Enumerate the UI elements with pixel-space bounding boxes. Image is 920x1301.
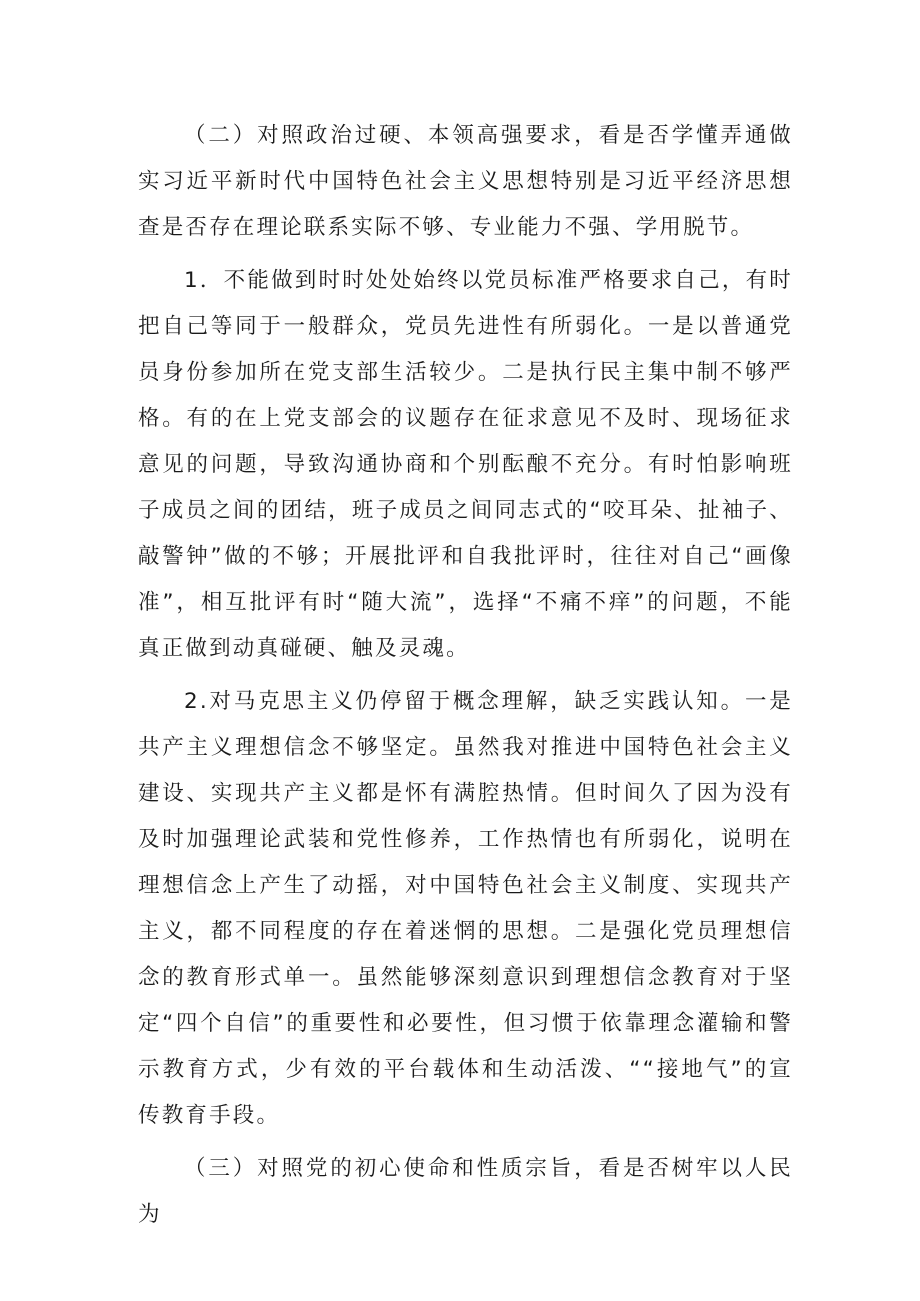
document-body bbox=[138, 113, 793, 1238]
section-heading-two: （二）对照政治过硬、本领高强要求，看是否学懂弄通做实习近平新时代中国特色社会主义思想特别是习近平经济思想查是否存在理论联系实际不够、专业能力不强、学用脱节。 bbox=[138, 123, 793, 240]
item-one-paragraph: 1．不能做到时时处处始终以党员标准严格要求自己，有时把自己等同于一般群众，党员先进性有所弱化。一是以普通党员身份参加所在党支部生活较少。二是执行民主集中制不够严格。有的在上党支部会的议题存在征求意见不及时、现场征求意见的问题，导致沟通协商和个别酝酿不充分。有时怕影响班子成员之间的团结，班子成员之间同志式的“咬耳朵、扯袖子、敲警钟”做的不够；开展批评和自我批评时，往往对自己“画像准”，相互批评有时“随大流”，选择“不痛不痒”的问题，不能真正做到动真碰硬、触及灵魂。 bbox=[138, 268, 793, 661]
item-two-paragraph: 2.对马克思主义仍停留于概念理解，缺乏实践认知。一是共产主义理想信念不够坚定。虽然我对推进中国特色社会主义建设、实现共产主义都是怀有满腔热情。但时间久了因为没有及时加强理论武装和党性修养，工作热情也有所弱化，说明在理想信念上产生了动摇，对中国特色社会主义制度、实现共产主义，都不同程度的存在着迷惘的思想。二是强化党员理想信念的教育形式单一。虽然能够深刻意识到理想信念教育对于坚定“四个自信”的重要性和必要性，但习惯于依靠理念灌输和警示教育方式，少有效的平台载体和生动活泼、““接地气”的宣传教育手段。 bbox=[138, 689, 793, 1128]
section-heading-three: （三）对照党的初心使命和性质宗旨，看是否树牢以人民为 bbox=[138, 1156, 793, 1227]
